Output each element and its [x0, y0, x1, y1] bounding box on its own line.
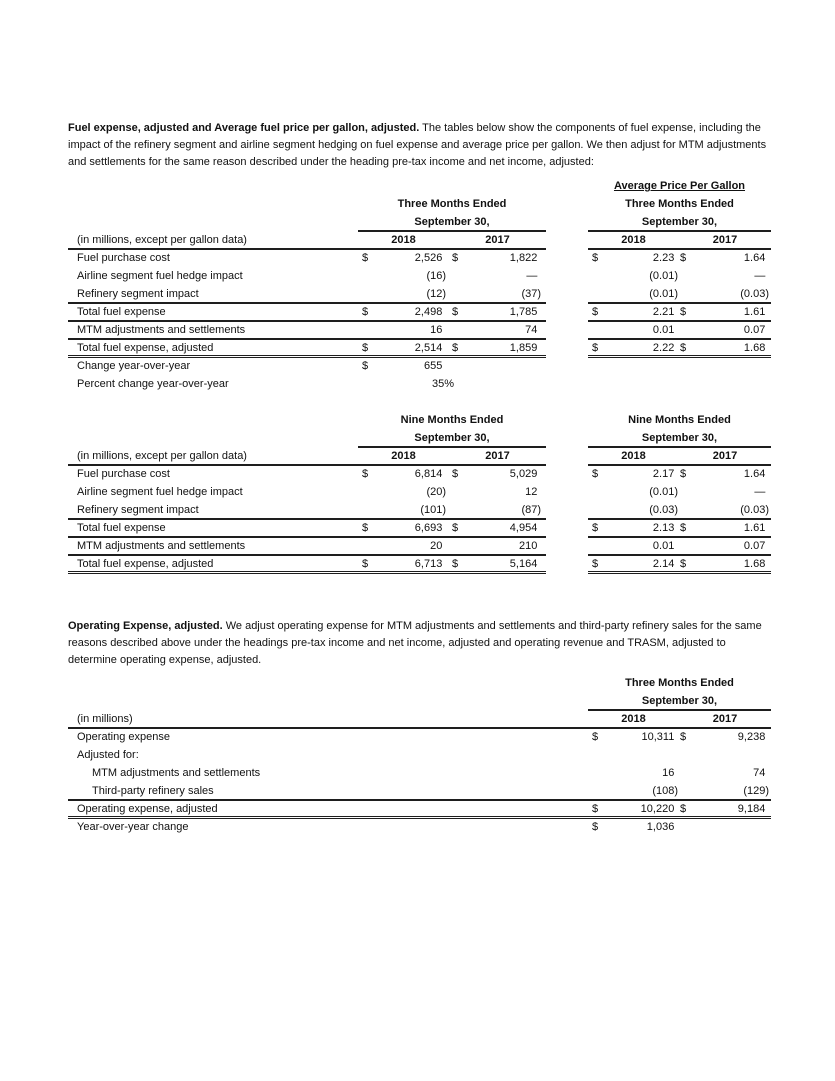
currency-symbol — [588, 286, 600, 302]
price-prior-year: 1.61 — [743, 522, 766, 534]
currency-symbol: $ — [592, 558, 599, 570]
value-prior-year: 210 — [518, 540, 538, 552]
unit-label: (in millions) — [68, 711, 588, 729]
row-label: MTM adjustments and settlements — [68, 538, 358, 556]
currency-symbol: $ — [452, 342, 459, 354]
price-values — [588, 286, 771, 304]
currency-symbol — [358, 322, 372, 338]
value-prior-year: 9,238 — [737, 731, 766, 743]
price-period-heading: Three Months Ended — [625, 198, 734, 210]
year-current-heading: 2018 — [391, 234, 416, 246]
price-values — [588, 502, 771, 520]
expense-values — [358, 322, 546, 340]
table-row — [68, 484, 771, 502]
value-current-year: 6,693 — [414, 522, 443, 534]
price-prior-year: 1.64 — [743, 468, 766, 480]
row-label: Operating expense — [77, 731, 170, 743]
price-values — [588, 250, 771, 268]
currency-symbol — [358, 376, 372, 392]
currency-symbol: $ — [680, 558, 687, 570]
price-year-current-heading: 2018 — [621, 450, 646, 462]
expense-values — [358, 556, 546, 574]
value-current-year: (12) — [426, 288, 446, 300]
value-current-year: (20) — [426, 486, 446, 498]
table-row — [68, 376, 771, 394]
expense-values — [588, 765, 771, 783]
currency-symbol — [679, 783, 690, 799]
header-row-date — [68, 214, 771, 232]
currency-symbol — [358, 484, 372, 500]
price-current-year: (0.03) — [649, 504, 678, 516]
expense-values — [358, 502, 546, 520]
currency-symbol: $ — [680, 731, 687, 743]
value-prior-year: 1,822 — [509, 252, 538, 264]
currency-symbol — [588, 268, 600, 284]
currency-symbol — [679, 322, 690, 338]
intro-line-2: impact of the refinery segment and airline segment hedging on fuel expense and average price per gallon. We then adjust for MTM adjustments — [68, 139, 767, 151]
table-row — [68, 304, 771, 322]
price-prior-year: 1.68 — [743, 558, 766, 570]
value-prior-year: 4,954 — [509, 522, 538, 534]
price-prior-year: 1.64 — [743, 252, 766, 264]
value-current-year: (108) — [652, 785, 678, 797]
expense-values — [588, 801, 771, 819]
price-prior-year: 1.61 — [743, 306, 766, 318]
expense-values — [588, 729, 771, 747]
value-prior-year: 74 — [525, 324, 538, 336]
price-date-heading: September 30, — [641, 432, 718, 444]
year-prior-heading: 2017 — [485, 450, 510, 462]
unit-label: (in millions, except per gallon data) — [68, 448, 358, 466]
currency-symbol — [588, 783, 600, 799]
table-row — [68, 322, 771, 340]
currency-symbol: $ — [362, 522, 369, 534]
table-row-total — [68, 556, 771, 574]
year-prior-heading: 2017 — [712, 713, 738, 725]
currency-symbol: $ — [680, 522, 687, 534]
currency-symbol: $ — [452, 558, 459, 570]
date-heading: September 30, — [641, 695, 718, 707]
year-current-heading: 2018 — [391, 450, 416, 462]
value-current-year: 6,713 — [414, 558, 443, 570]
expense-values — [588, 819, 771, 837]
intro-line-3: and settlements for the same reason described under the heading pre-tax income and net income, adjusted: — [68, 156, 594, 168]
table-row-total — [68, 340, 771, 358]
row-label: Total fuel expense, adjusted — [68, 556, 358, 574]
currency-symbol: $ — [592, 342, 599, 354]
currency-symbol: $ — [362, 360, 369, 372]
period-heading: Three Months Ended — [625, 677, 734, 689]
fuel-expense-intro — [68, 120, 766, 171]
currency-symbol: $ — [592, 731, 599, 743]
currency-symbol: $ — [362, 342, 369, 354]
row-label: Percent change year-over-year — [77, 378, 229, 390]
price-year-prior-heading: 2017 — [712, 450, 738, 462]
table-row-total — [68, 801, 771, 819]
value-current-year: 16 — [430, 324, 443, 336]
currency-symbol — [588, 502, 600, 518]
header-row-years — [68, 448, 771, 466]
currency-symbol: $ — [362, 252, 369, 264]
price-current-year: 2.23 — [652, 252, 675, 264]
currency-symbol: $ — [592, 522, 599, 534]
table-row — [68, 250, 771, 268]
header-row-period — [68, 196, 771, 214]
table-row — [68, 729, 771, 747]
value-current-year: (16) — [426, 270, 446, 282]
intro-line-2: reasons described above under the headings pre-tax income and net income, adjusted and operating revenue and TRASM, adjusted to — [68, 637, 726, 649]
price-current-year: 2.13 — [652, 522, 675, 534]
year-current-heading: 2018 — [621, 713, 646, 725]
price-values — [588, 466, 771, 484]
header-row-years — [68, 232, 771, 250]
price-prior-year: — — [754, 270, 766, 282]
expense-values — [358, 376, 546, 394]
currency-symbol: $ — [680, 252, 687, 264]
currency-symbol: $ — [592, 821, 599, 833]
currency-symbol: $ — [452, 522, 459, 534]
period-heading: Three Months Ended — [397, 198, 507, 210]
value-prior-year: 74 — [753, 767, 766, 779]
value-current-year: 655 — [423, 360, 443, 372]
currency-symbol: $ — [592, 252, 599, 264]
currency-symbol: $ — [362, 306, 369, 318]
currency-symbol: $ — [452, 468, 459, 480]
header-row-date — [68, 693, 771, 711]
row-label: Refinery segment impact — [68, 502, 358, 520]
price-values — [588, 322, 771, 340]
intro-line-1 — [68, 618, 762, 635]
row-label: Adjusted for: — [77, 749, 139, 761]
price-prior-year: (0.03) — [740, 504, 769, 516]
table-row — [68, 747, 771, 765]
price-current-year: (0.01) — [649, 288, 678, 300]
value-current-year: (101) — [420, 504, 446, 516]
value-current-year: 2,526 — [414, 252, 443, 264]
value-current-year: 10,311 — [641, 731, 675, 743]
fuel-expense-three-months-table — [68, 178, 771, 394]
value-prior-year: (87) — [521, 504, 541, 516]
header-row-period — [68, 412, 771, 430]
value-current-year: 20 — [430, 540, 443, 552]
price-values — [588, 484, 771, 502]
currency-symbol — [679, 765, 690, 781]
row-label: Airline segment fuel hedge impact — [77, 486, 243, 498]
currency-symbol — [449, 484, 458, 500]
price-current-year: (0.01) — [649, 486, 678, 498]
price-values — [588, 538, 771, 556]
table-row — [68, 538, 771, 556]
currency-symbol — [679, 286, 690, 302]
value-prior-year: — — [526, 270, 538, 282]
date-heading: September 30, — [414, 216, 490, 228]
price-prior-year: 1.68 — [743, 342, 766, 354]
price-values — [588, 556, 771, 574]
value-current-year: 10,220 — [640, 803, 675, 815]
currency-symbol — [679, 484, 690, 500]
price-current-year: 2.22 — [652, 342, 675, 354]
operating-expense-table — [68, 675, 771, 837]
row-label: MTM adjustments and settlements — [92, 767, 261, 779]
price-year-current-heading: 2018 — [621, 234, 646, 246]
currency-symbol — [679, 502, 690, 518]
price-prior-year: 0.07 — [743, 324, 766, 336]
table-row — [68, 502, 771, 520]
expense-values — [358, 268, 546, 286]
currency-symbol — [588, 538, 600, 554]
header-row-price — [68, 178, 771, 196]
currency-symbol: $ — [452, 306, 459, 318]
currency-symbol: $ — [680, 468, 687, 480]
expense-values — [358, 466, 546, 484]
value-current-year: 2,498 — [414, 306, 443, 318]
price-period-heading: Nine Months Ended — [628, 414, 731, 426]
price-current-year: (0.01) — [649, 270, 678, 282]
currency-symbol: $ — [680, 342, 687, 354]
expense-values — [358, 286, 546, 304]
price-values — [588, 340, 771, 358]
price-year-prior-heading: 2017 — [712, 234, 738, 246]
value-prior-year: 5,029 — [509, 468, 538, 480]
price-current-year: 2.21 — [652, 306, 675, 318]
price-current-year: 2.17 — [652, 468, 675, 480]
period-heading: Nine Months Ended — [400, 414, 504, 426]
price-values — [588, 268, 771, 286]
value-current-year: 6,814 — [414, 468, 443, 480]
currency-symbol — [588, 322, 600, 338]
currency-symbol — [679, 538, 690, 554]
fuel-expense-nine-months-table — [68, 412, 771, 574]
intro-line-1 — [68, 120, 766, 137]
value-prior-year: 1,859 — [509, 342, 538, 354]
date-heading: September 30, — [414, 432, 490, 444]
price-values — [588, 304, 771, 322]
table-row — [68, 819, 771, 837]
row-label: Airline segment fuel hedge impact — [77, 270, 243, 282]
value-prior-year: 12 — [525, 486, 538, 498]
expense-values — [358, 304, 546, 322]
table-row — [68, 783, 771, 801]
currency-symbol: $ — [592, 306, 599, 318]
expense-values — [358, 250, 546, 268]
currency-symbol — [679, 268, 690, 284]
price-prior-year: (0.03) — [740, 288, 769, 300]
table-row — [68, 466, 771, 484]
row-label: Fuel purchase cost — [77, 252, 170, 264]
row-label: Total fuel expense, adjusted — [68, 340, 358, 358]
header-row-years — [68, 711, 771, 729]
operating-expense-intro — [68, 618, 762, 669]
value-prior-year: 1,785 — [509, 306, 538, 318]
section-heading: Operating Expense, adjusted. — [68, 620, 223, 632]
currency-symbol — [358, 286, 372, 302]
value-current-year: 35% — [431, 378, 454, 390]
intro-line-3: determine operating expense, adjusted. — [68, 654, 262, 666]
currency-symbol — [449, 322, 458, 338]
unit-label: (in millions, except per gallon data) — [68, 232, 358, 250]
intro-text: We adjust operating expense for MTM adjustments and settlements and third-party refinery sales for the same — [222, 620, 762, 632]
expense-values — [358, 520, 546, 538]
value-prior-year: 5,164 — [509, 558, 538, 570]
table-row — [68, 358, 771, 376]
table-row — [68, 268, 771, 286]
row-label: Fuel purchase cost — [77, 468, 170, 480]
header-row-period — [68, 675, 771, 693]
table-row — [68, 520, 771, 538]
table-row — [68, 286, 771, 304]
currency-symbol — [449, 502, 458, 518]
row-label: Third-party refinery sales — [68, 783, 588, 801]
value-prior-year: 9,184 — [737, 803, 766, 815]
currency-symbol: $ — [680, 803, 687, 815]
currency-symbol — [588, 765, 600, 781]
price-current-year: 0.01 — [652, 324, 675, 336]
row-label: Year-over-year change — [77, 821, 189, 833]
currency-symbol: $ — [362, 468, 369, 480]
currency-symbol: $ — [452, 252, 459, 264]
expense-values — [358, 538, 546, 556]
intro-text: The tables below show the components of fuel expense, including the — [419, 122, 761, 134]
price-values — [588, 520, 771, 538]
table-row — [68, 765, 771, 783]
expense-values — [588, 783, 771, 801]
currency-symbol — [449, 268, 458, 284]
expense-values — [358, 484, 546, 502]
currency-symbol — [588, 484, 600, 500]
value-current-year: 2,514 — [414, 342, 443, 354]
expense-values — [358, 340, 546, 358]
expense-values — [358, 358, 546, 376]
row-label: Refinery segment impact — [68, 286, 358, 304]
price-current-year: 2.14 — [652, 558, 675, 570]
row-label: Total fuel expense — [68, 304, 358, 322]
currency-symbol — [358, 502, 372, 518]
value-prior-year: (129) — [743, 785, 769, 797]
currency-symbol — [358, 538, 372, 554]
price-prior-year: — — [754, 486, 766, 498]
year-prior-heading: 2017 — [485, 234, 510, 246]
currency-symbol: $ — [592, 803, 599, 815]
header-row-date — [68, 430, 771, 448]
currency-symbol — [358, 268, 372, 284]
value-prior-year: (37) — [521, 288, 541, 300]
price-per-gallon-heading: Average Price Per Gallon — [613, 180, 746, 192]
row-label: Operating expense, adjusted — [68, 801, 588, 819]
currency-symbol — [449, 286, 458, 302]
value-current-year: 16 — [662, 767, 675, 779]
row-label: Change year-over-year — [77, 360, 191, 372]
currency-symbol: $ — [680, 306, 687, 318]
currency-symbol: $ — [362, 558, 369, 570]
currency-symbol — [449, 538, 458, 554]
row-label: MTM adjustments and settlements — [68, 322, 358, 340]
row-label: Total fuel expense — [68, 520, 358, 538]
currency-symbol: $ — [592, 468, 599, 480]
price-prior-year: 0.07 — [743, 540, 766, 552]
price-current-year: 0.01 — [652, 540, 675, 552]
value-current-year: 1,036 — [646, 821, 675, 833]
price-date-heading: September 30, — [641, 216, 718, 228]
section-heading: Fuel expense, adjusted and Average fuel price per gallon, adjusted. — [68, 122, 420, 134]
